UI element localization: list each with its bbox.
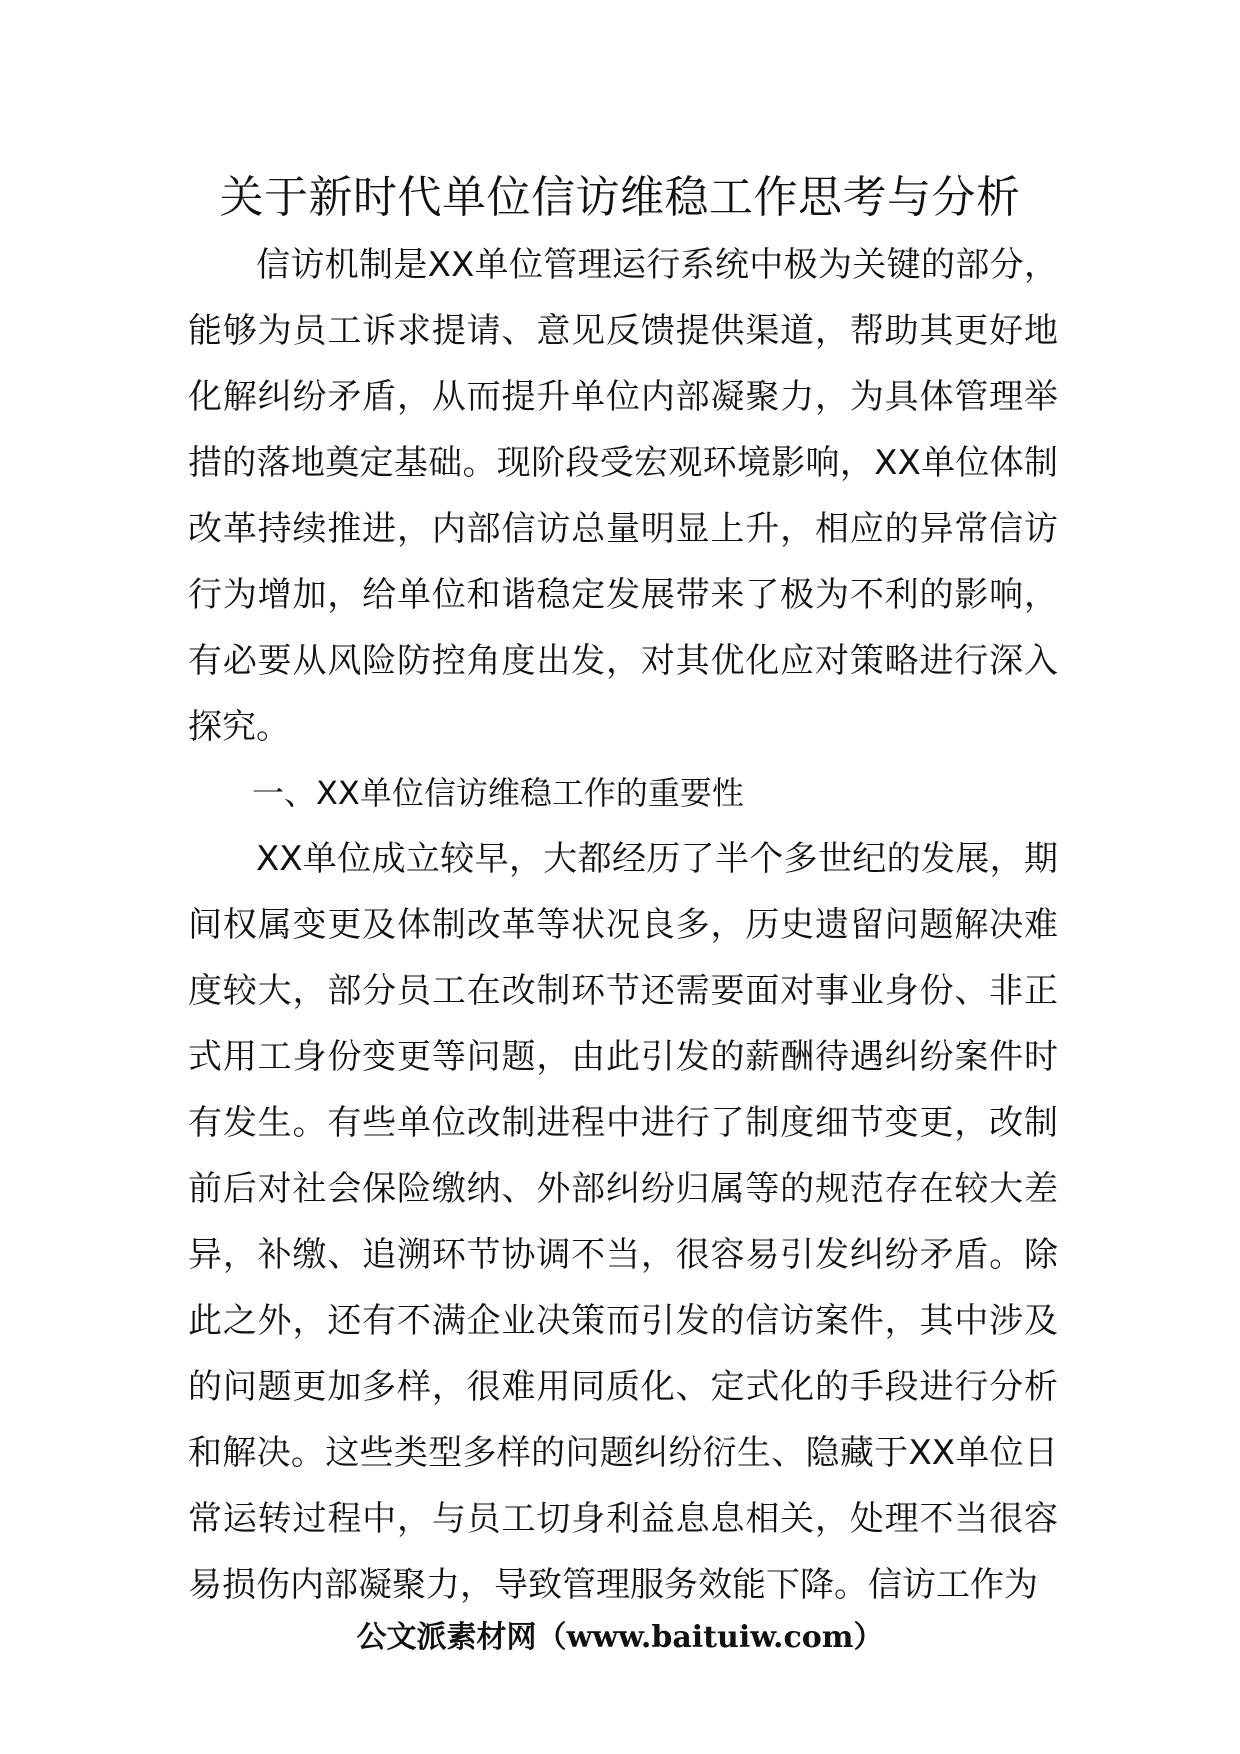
intro-paragraph: 信访机制是XX单位管理运行系统中极为关键的部分，能够为员工诉求提请、意见反馈提供渠道，帮助其更好地化解纠纷矛盾，从而提升单位内部凝聚力，为具体管理举措的落地奠定基础。现阶段受宏观环境影响，XX单位体制改革持续推进，内部信访总量明显上升，相应的异常信访行为增加，给单位和谐稳定发展带来了极为不利的影响，有必要从风险防控角度出发，对其优化应对策略进行深入探究。 xyxy=(188,245,1058,747)
footer-watermark-text: 公文派素材网（www.baituiw.com） xyxy=(356,1620,884,1655)
document-body xyxy=(188,232,1058,1618)
section-heading-1: 一、XX单位信访维稳工作的重要性 xyxy=(252,774,744,812)
document-title: 关于新时代单位信访维稳工作思考与分析 xyxy=(219,172,1021,223)
section-1-paragraph: XX单位成立较早，大都经历了半个多世纪的发展，期间权属变更及体制改革等状况良多，历史遗留问题解决难度较大，部分员工在改制环节还需要面对事业身份、非正式用工身份变更等问题，由此引发的薪酬待遇纠纷案件时有发生。有些单位改制进程中进行了制度细节变更，改制前后对社会保险缴纳、外部纠纷归属等的规范存在较大差异，补缴、追溯环节协调不当，很容易引发纠纷矛盾。除此之外，还有不满企业决策而引发的信访案件，其中涉及的问题更加多样，很难用同质化、定式化的手段进行分析和解决。这些类型多样的问题纠纷衍生、隐藏于XX单位日常运转过程中，与员工切身利益息息相关，处理不当很容易损伤内部凝聚力，导致管理服务效能下降。信访工作为 xyxy=(188,839,1058,1605)
